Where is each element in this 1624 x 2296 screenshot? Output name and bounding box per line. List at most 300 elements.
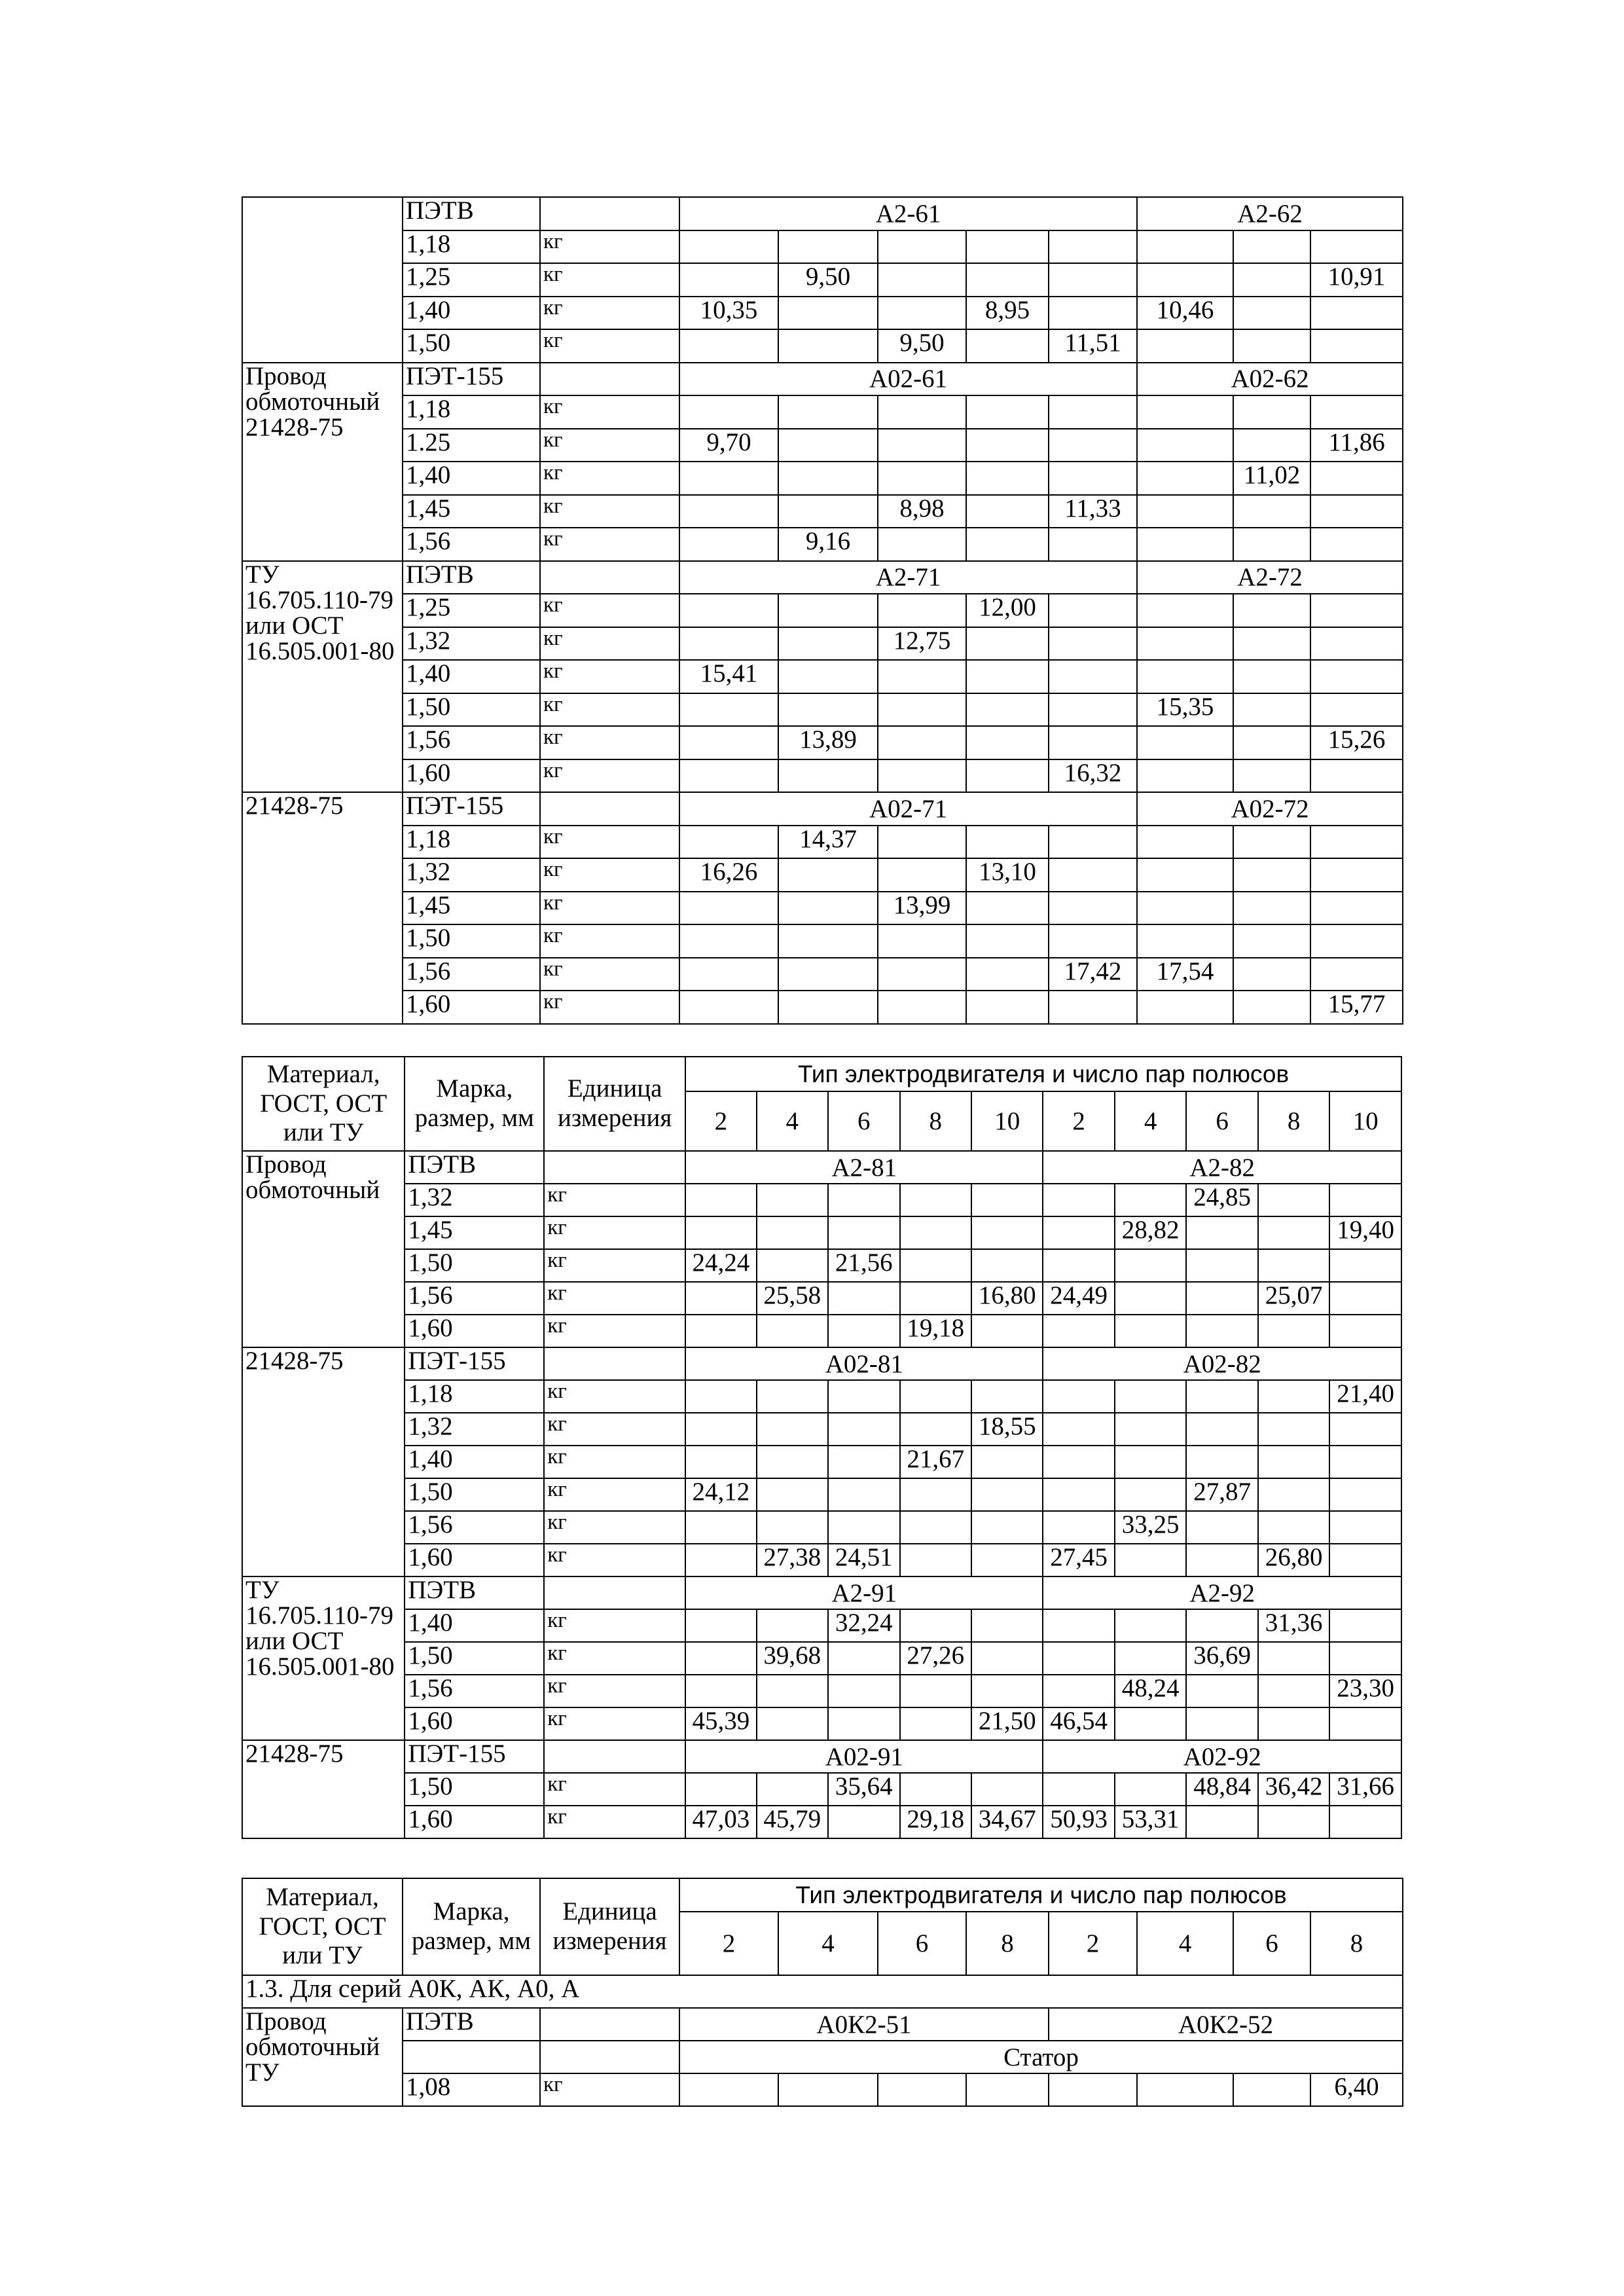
header-pole: 4: [778, 1912, 878, 1975]
value-cell: 29,18: [900, 1806, 971, 1838]
value-cell: [1233, 693, 1310, 727]
value-cell: [1310, 230, 1403, 264]
table-row: [242, 1576, 1401, 1609]
value-cell: [1233, 759, 1310, 793]
value-cell: [679, 759, 778, 793]
value-cell: [685, 1511, 756, 1544]
table-row: [242, 1184, 1401, 1216]
value-cell: 14,37: [778, 826, 878, 859]
value-cell: [1049, 627, 1137, 661]
value-cell: [828, 1380, 899, 1413]
value-cell: [878, 230, 966, 264]
value-cell: [878, 594, 966, 627]
value-cell: [971, 1216, 1043, 1249]
value-cell: [1258, 1707, 1329, 1740]
value-cell: [1258, 1216, 1329, 1249]
value-cell: [1186, 1707, 1257, 1740]
table-row: [242, 495, 1403, 528]
value-cell: [778, 462, 878, 495]
value-cell: [1137, 329, 1233, 363]
value-cell: [778, 627, 878, 661]
header-mark: Марка, размер, мм: [403, 1878, 540, 1975]
stator-label: Статор: [679, 2041, 1403, 2073]
value-cell: [1043, 1184, 1114, 1216]
value-cell: [1233, 892, 1310, 925]
value-cell: [757, 1216, 828, 1249]
value-cell: [757, 1315, 828, 1347]
value-cell: 17,54: [1137, 958, 1233, 991]
motor-type-cell: А2-82: [1043, 1151, 1401, 1184]
header-pole: 8: [1258, 1091, 1329, 1151]
value-cell: [878, 726, 966, 759]
value-cell: [966, 693, 1049, 727]
value-cell: [1258, 1184, 1329, 1216]
value-cell: [1233, 263, 1310, 297]
value-cell: 34,67: [971, 1806, 1043, 1838]
motor-type-cell: А02-71: [679, 792, 1137, 826]
unit-cell: кг: [544, 1511, 685, 1544]
value-cell: [679, 627, 778, 661]
value-cell: 12,00: [966, 594, 1049, 627]
value-cell: [1137, 429, 1233, 462]
value-cell: 24,12: [685, 1478, 756, 1511]
table-row: [242, 395, 1403, 429]
value-cell: [1043, 1315, 1114, 1347]
value-cell: 53,31: [1115, 1806, 1186, 1838]
value-cell: [971, 1511, 1043, 1544]
value-cell: [1137, 230, 1233, 264]
value-cell: [966, 991, 1049, 1024]
unit-cell: кг: [544, 1216, 685, 1249]
value-cell: [878, 429, 966, 462]
value-cell: [1137, 924, 1233, 958]
value-cell: [1137, 660, 1233, 693]
table-row: [242, 1380, 1401, 1413]
value-cell: [679, 462, 778, 495]
value-cell: 11,86: [1310, 429, 1403, 462]
value-cell: [1233, 660, 1310, 693]
value-cell: [679, 230, 778, 264]
value-cell: 15,41: [679, 660, 778, 693]
motor-type-cell: А2-61: [679, 197, 1137, 230]
value-cell: [1233, 230, 1310, 264]
value-cell: [1115, 1249, 1186, 1282]
value-cell: 10,46: [1137, 297, 1233, 330]
value-cell: [1329, 1282, 1401, 1315]
unit-cell: кг: [544, 1380, 685, 1413]
value-cell: [971, 1446, 1043, 1478]
value-cell: [900, 1544, 971, 1576]
value-cell: [757, 1446, 828, 1478]
mark-cell: 1,18: [403, 826, 540, 859]
mark-cell: 1,60: [403, 759, 540, 793]
motor-type-cell: А02-81: [685, 1347, 1043, 1380]
value-cell: [679, 395, 778, 429]
value-cell: [1115, 1478, 1186, 1511]
value-cell: [1233, 991, 1310, 1024]
header-pole: 2: [685, 1091, 756, 1151]
table-row: [242, 1151, 1401, 1184]
value-cell: 8,95: [966, 297, 1049, 330]
motor-type-cell: А02-82: [1043, 1347, 1401, 1380]
value-cell: [778, 958, 878, 991]
unit-cell: [540, 197, 679, 230]
unit-cell: кг: [544, 1544, 685, 1576]
value-cell: 45,39: [685, 1707, 756, 1740]
value-cell: [900, 1511, 971, 1544]
value-cell: [828, 1675, 899, 1707]
value-cell: [971, 1478, 1043, 1511]
value-cell: [1043, 1642, 1114, 1675]
value-cell: [1233, 726, 1310, 759]
mark-cell: 1,56: [403, 726, 540, 759]
value-cell: 21,67: [900, 1446, 971, 1478]
value-cell: [1137, 462, 1233, 495]
value-cell: [1137, 892, 1233, 925]
value-cell: [1233, 2073, 1310, 2106]
header-row: [242, 1057, 1401, 1091]
value-cell: [1043, 1511, 1114, 1544]
header-material: Материал, ГОСТ, ОСТ или ТУ: [242, 1878, 403, 1975]
value-cell: [679, 495, 778, 528]
value-cell: 27,38: [757, 1544, 828, 1576]
mark-cell: 1,32: [403, 627, 540, 661]
table-row: [242, 1609, 1401, 1642]
value-cell: [757, 1511, 828, 1544]
mark-cell: [403, 2041, 540, 2073]
table-row: [242, 792, 1403, 826]
value-cell: [971, 1642, 1043, 1675]
value-cell: 39,68: [757, 1642, 828, 1675]
material-cell: 21428-75: [242, 1347, 405, 1576]
value-cell: [685, 1773, 756, 1806]
value-cell: 36,69: [1186, 1642, 1257, 1675]
value-cell: [1258, 1413, 1329, 1446]
mark-cell: 1,50: [403, 924, 540, 958]
value-cell: [685, 1413, 756, 1446]
value-cell: [1258, 1806, 1329, 1838]
mark-cell: 1,50: [405, 1642, 544, 1675]
mark-cell: 1,56: [403, 958, 540, 991]
value-cell: [966, 263, 1049, 297]
value-cell: [1329, 1707, 1401, 1740]
value-cell: [828, 1413, 899, 1446]
value-cell: [1043, 1380, 1114, 1413]
unit-cell: кг: [540, 660, 679, 693]
motor-type-cell: А02-72: [1137, 792, 1403, 826]
value-cell: [966, 726, 1049, 759]
value-cell: [878, 924, 966, 958]
value-cell: [878, 759, 966, 793]
mark-cell: 1.25: [403, 429, 540, 462]
unit-cell: кг: [540, 726, 679, 759]
table-row: [242, 1249, 1401, 1282]
value-cell: [971, 1249, 1043, 1282]
table-row: [242, 1511, 1401, 1544]
header-pole: 8: [1310, 1912, 1403, 1975]
value-cell: [1049, 892, 1137, 925]
value-cell: [1233, 329, 1310, 363]
value-cell: [1310, 329, 1403, 363]
value-cell: 23,30: [1329, 1675, 1401, 1707]
mark-cell: 1,56: [405, 1511, 544, 1544]
value-cell: [1329, 1249, 1401, 1282]
value-cell: [1043, 1216, 1114, 1249]
table-row: [242, 1773, 1401, 1806]
header-motor-type: Тип электродвигателя и число пар полюсов: [685, 1057, 1401, 1091]
value-cell: 17,42: [1049, 958, 1137, 991]
value-cell: [1115, 1315, 1186, 1347]
value-cell: 33,25: [1115, 1511, 1186, 1544]
value-cell: 26,80: [1258, 1544, 1329, 1576]
mark-cell: 1,60: [405, 1806, 544, 1838]
value-cell: [1186, 1511, 1257, 1544]
value-cell: 31,66: [1329, 1773, 1401, 1806]
table-row: [242, 991, 1403, 1024]
value-cell: [757, 1184, 828, 1216]
value-cell: [778, 858, 878, 892]
unit-cell: кг: [540, 297, 679, 330]
value-cell: [778, 660, 878, 693]
value-cell: [966, 230, 1049, 264]
value-cell: [900, 1707, 971, 1740]
value-cell: [1049, 395, 1137, 429]
mark-cell: ПЭТ-155: [403, 363, 540, 396]
value-cell: [966, 395, 1049, 429]
motor-type-cell: А02-62: [1137, 363, 1403, 396]
value-cell: [1310, 297, 1403, 330]
value-cell: [1310, 892, 1403, 925]
value-cell: [778, 329, 878, 363]
header-pole: 4: [1115, 1091, 1186, 1151]
value-cell: [878, 693, 966, 727]
value-cell: [900, 1216, 971, 1249]
value-cell: 19,40: [1329, 1216, 1401, 1249]
value-cell: 9,16: [778, 528, 878, 561]
value-cell: [1043, 1413, 1114, 1446]
value-cell: [685, 1184, 756, 1216]
value-cell: 25,58: [757, 1282, 828, 1315]
table-row: [242, 561, 1403, 594]
value-cell: 11,33: [1049, 495, 1137, 528]
value-cell: [1310, 958, 1403, 991]
value-cell: 50,93: [1043, 1806, 1114, 1838]
value-cell: [679, 329, 778, 363]
value-cell: 16,32: [1049, 759, 1137, 793]
unit-cell: кг: [540, 263, 679, 297]
table-row: [242, 627, 1403, 661]
mark-cell: 1,32: [405, 1184, 544, 1216]
mark-cell: 1,40: [405, 1609, 544, 1642]
value-cell: [1329, 1511, 1401, 1544]
value-cell: [757, 1380, 828, 1413]
unit-cell: кг: [544, 1446, 685, 1478]
header-pole: 10: [971, 1091, 1043, 1151]
mark-cell: ПЭТВ: [403, 2008, 540, 2041]
value-cell: [971, 1773, 1043, 1806]
value-cell: [1137, 594, 1233, 627]
value-cell: [1049, 826, 1137, 859]
value-cell: [1233, 395, 1310, 429]
table-row: [242, 1642, 1401, 1675]
value-cell: [900, 1282, 971, 1315]
value-cell: [685, 1446, 756, 1478]
value-cell: [971, 1609, 1043, 1642]
value-cell: [1049, 858, 1137, 892]
value-cell: [1137, 826, 1233, 859]
value-cell: [1258, 1315, 1329, 1347]
value-cell: [878, 462, 966, 495]
motor-type-cell: А02-91: [685, 1740, 1043, 1773]
value-cell: [1186, 1446, 1257, 1478]
value-cell: [828, 1806, 899, 1838]
value-cell: 25,07: [1258, 1282, 1329, 1315]
value-cell: [1115, 1184, 1186, 1216]
value-cell: [1137, 528, 1233, 561]
value-cell: [1137, 991, 1233, 1024]
value-cell: [1115, 1642, 1186, 1675]
table-row: [242, 1446, 1401, 1478]
value-cell: 46,54: [1043, 1707, 1114, 1740]
value-cell: [1233, 858, 1310, 892]
unit-cell: кг: [544, 1282, 685, 1315]
motor-type-cell: А2-62: [1137, 197, 1403, 230]
value-cell: [900, 1380, 971, 1413]
mark-cell: 1,18: [405, 1380, 544, 1413]
value-cell: [679, 924, 778, 958]
value-cell: [679, 826, 778, 859]
table-row: [242, 1544, 1401, 1576]
value-cell: [1233, 924, 1310, 958]
unit-cell: кг: [544, 1642, 685, 1675]
value-cell: [900, 1609, 971, 1642]
value-cell: [1233, 297, 1310, 330]
table-row: [242, 826, 1403, 859]
value-cell: [971, 1315, 1043, 1347]
value-cell: [1258, 1446, 1329, 1478]
value-cell: [1310, 924, 1403, 958]
value-cell: [1049, 924, 1137, 958]
value-cell: [878, 528, 966, 561]
unit-cell: кг: [540, 693, 679, 727]
value-cell: 21,50: [971, 1707, 1043, 1740]
header-row: [242, 1878, 1403, 1912]
table-row: [242, 230, 1403, 264]
unit-cell: [540, 363, 679, 396]
mark-cell: 1,50: [405, 1249, 544, 1282]
table-row: [242, 726, 1403, 759]
unit-cell: кг: [540, 594, 679, 627]
value-cell: [1329, 1184, 1401, 1216]
value-cell: [1115, 1282, 1186, 1315]
material-cell: Провод обмоточный: [242, 1151, 405, 1347]
header-pole: 4: [757, 1091, 828, 1151]
value-cell: [1137, 395, 1233, 429]
header-pole: 2: [1049, 1912, 1137, 1975]
unit-cell: [544, 1576, 685, 1609]
header-mark: Марка, размер, мм: [405, 1057, 544, 1151]
value-cell: [878, 826, 966, 859]
value-cell: [1186, 1216, 1257, 1249]
table-row: [242, 297, 1403, 330]
value-cell: [1186, 1315, 1257, 1347]
value-cell: [685, 1675, 756, 1707]
value-cell: [1043, 1675, 1114, 1707]
unit-cell: кг: [540, 958, 679, 991]
value-cell: [966, 462, 1049, 495]
value-cell: 35,64: [828, 1773, 899, 1806]
value-cell: [1186, 1249, 1257, 1282]
mark-cell: 1,40: [405, 1446, 544, 1478]
value-cell: [900, 1413, 971, 1446]
mark-cell: 1,32: [403, 858, 540, 892]
value-cell: 13,99: [878, 892, 966, 925]
table-row: [242, 2073, 1403, 2106]
value-cell: [1186, 1806, 1257, 1838]
value-cell: [778, 892, 878, 925]
value-cell: [878, 991, 966, 1024]
material-cell: 21428-75: [242, 792, 403, 1024]
value-cell: [1186, 1609, 1257, 1642]
value-cell: [966, 2073, 1049, 2106]
unit-cell: кг: [540, 991, 679, 1024]
table-row: [242, 429, 1403, 462]
unit-cell: кг: [544, 1478, 685, 1511]
value-cell: 11,51: [1049, 329, 1137, 363]
value-cell: [1310, 660, 1403, 693]
motor-type-cell: А2-71: [679, 561, 1137, 594]
value-cell: [685, 1282, 756, 1315]
value-cell: [1049, 528, 1137, 561]
value-cell: [1233, 627, 1310, 661]
value-cell: 10,35: [679, 297, 778, 330]
value-cell: [757, 1478, 828, 1511]
table-row: [242, 197, 1403, 230]
unit-cell: кг: [544, 1707, 685, 1740]
unit-cell: кг: [540, 892, 679, 925]
value-cell: [1049, 693, 1137, 727]
value-cell: [966, 892, 1049, 925]
value-cell: [1049, 726, 1137, 759]
mark-cell: 1,08: [403, 2073, 540, 2106]
motor-type-cell: А02-92: [1043, 1740, 1401, 1773]
value-cell: [757, 1675, 828, 1707]
value-cell: [679, 958, 778, 991]
value-cell: [778, 2073, 878, 2106]
value-cell: [1115, 1707, 1186, 1740]
value-cell: [1049, 991, 1137, 1024]
unit-cell: [540, 561, 679, 594]
value-cell: [1310, 395, 1403, 429]
value-cell: [828, 1184, 899, 1216]
table-row: [242, 1707, 1401, 1740]
table-row: [242, 528, 1403, 561]
value-cell: [1115, 1609, 1186, 1642]
value-cell: [1310, 826, 1403, 859]
value-cell: [878, 297, 966, 330]
wire-consumption-table-1: [242, 196, 1403, 1025]
mark-cell: 1,60: [405, 1544, 544, 1576]
value-cell: [679, 528, 778, 561]
value-cell: 24,49: [1043, 1282, 1114, 1315]
value-cell: [1329, 1478, 1401, 1511]
table-row: [242, 1740, 1401, 1773]
value-cell: [900, 1675, 971, 1707]
value-cell: [966, 528, 1049, 561]
wire-consumption-table-3: [242, 1878, 1403, 2107]
value-cell: [1049, 230, 1137, 264]
mark-cell: 1,40: [403, 297, 540, 330]
